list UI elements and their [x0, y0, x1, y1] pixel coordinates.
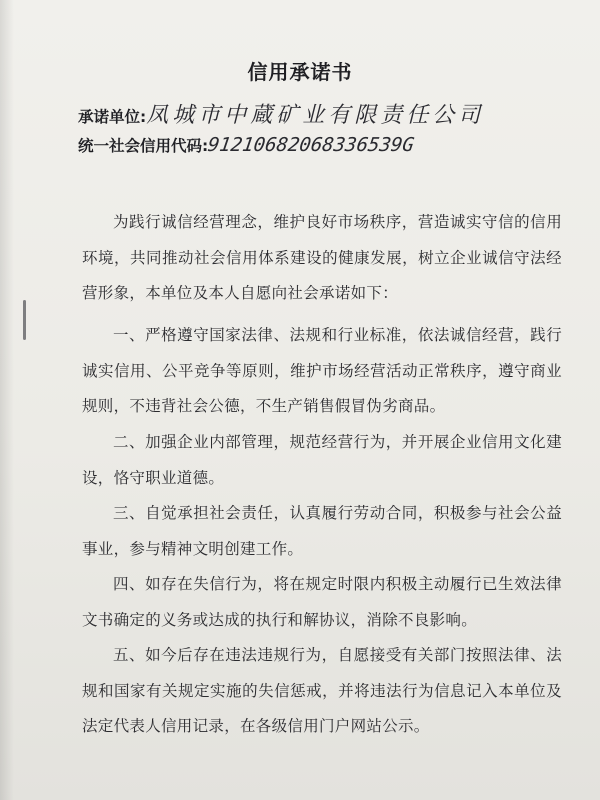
unit-value: 凤城市中蔵矿业有限责任公司 — [146, 103, 485, 128]
code-row — [78, 134, 414, 156]
page-shadow — [0, 0, 14, 800]
commitment-item-5: 五、如今后存在违法违规行为，自愿接受有关部门按照法律、法规和国家有关规定实施的失信惩戒，并将违法行为信息记入本单位及法定代表人信用记录，在各级信用门户网站公示。 — [82, 646, 562, 735]
binding-mark — [23, 300, 26, 340]
code-label: 统一社会信用代码: — [78, 137, 209, 155]
document-title: 信用承诺书 — [247, 60, 353, 84]
commitment-item-2: 二、加强企业内部管理，规范经营行为，并开展企业信用文化建设，恪守职业道德。 — [82, 433, 562, 487]
commitment-item-3: 三、自觉承担社会责任，认真履行劳动合同，积极参与社会公益事业，参与精神文明创建工作。 — [82, 504, 562, 558]
code-value: 91210682068336539G — [206, 134, 416, 156]
unit-label: 承诺单位: — [78, 108, 147, 126]
intro-paragraph: 为践行诚信经营理念，维护良好市场秩序，营造诚实守信的信用环境，共同推动社会信用体系建设的健康发展，树立企业诚信守法经营形象，本单位及本人自愿向社会承诺如下： — [82, 213, 562, 302]
commitment-item-4: 四、如存在失信行为，将在规定时限内积极主动履行已生效法律文书确定的义务或达成的执行和解协议，消除不良影响。 — [82, 575, 562, 629]
unit-row — [78, 98, 484, 129]
commitment-item-1: 一、严格遵守国家法律、法规和行业标准，依法诚信经营，践行诚实信用、公平竞争等原则，维护市场经营活动正常秩序，遵守商业规则，不违背社会公德，不生产销售假冒伪劣商品。 — [82, 326, 562, 415]
